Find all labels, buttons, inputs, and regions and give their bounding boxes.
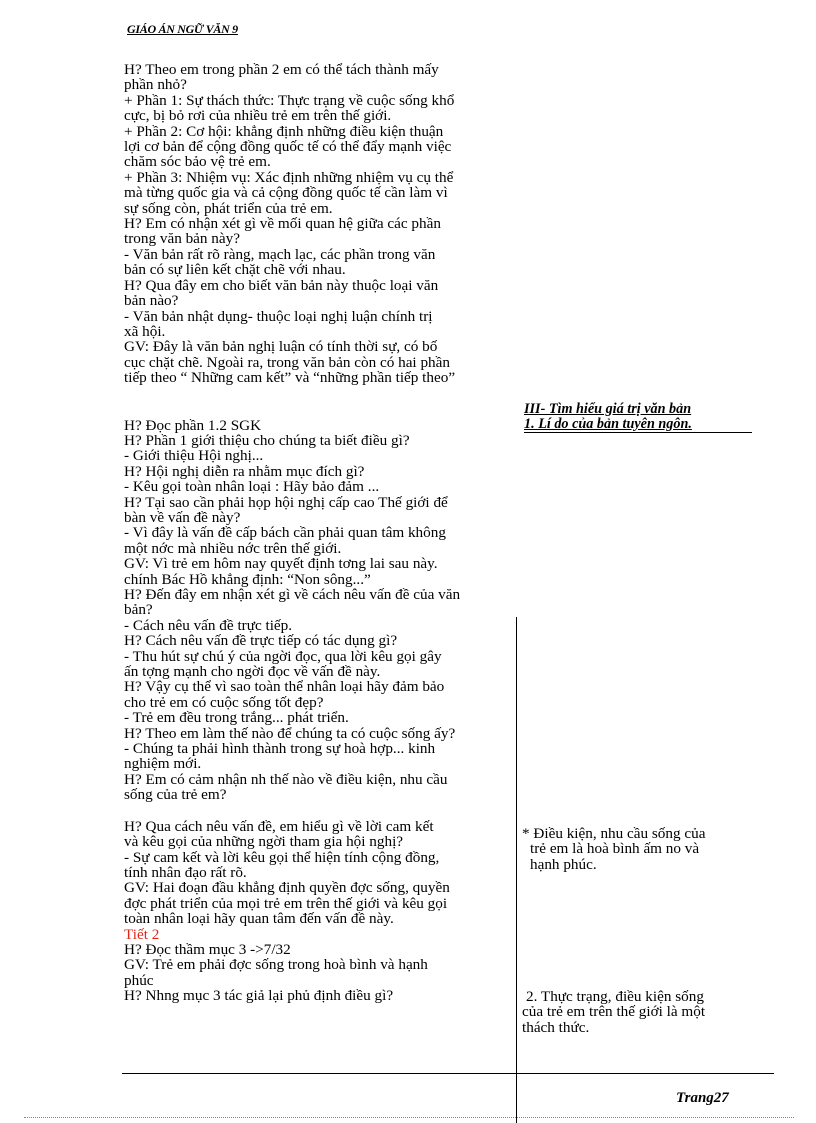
text-line: lợi cơ bản để cộng đồng quốc tế có thể đẩy mạnh việc xyxy=(124,138,452,156)
text-line: GV: Đây là văn bản nghị luận có tính thời sự, có bố xyxy=(124,338,438,356)
text-line: H? Tại sao cần phải họp hội nghị cấp cao Thế giới để xyxy=(124,493,448,511)
text-line: bản có sự liên kết chặt chẽ với nhau. xyxy=(124,261,346,279)
page-number: Trang27 xyxy=(676,1090,729,1106)
text-line: chính Bác Hồ khẳng định: “Non sông...” xyxy=(124,570,371,588)
text-line: nghiệm mới. xyxy=(124,755,202,773)
text-line: H? Em có nhận xét gì về mối quan hệ giữa các phần xyxy=(124,215,441,233)
text-line: - Chúng ta phải hình thành trong sự hoà hợp... kinh xyxy=(124,740,436,758)
text-line: H? Qua đây em cho biết văn bản này thuộc loại văn xyxy=(124,276,439,294)
note-line: trẻ em là hoà bình ấm no và xyxy=(530,840,700,858)
note-line: hạnh phúc. xyxy=(530,855,597,873)
text-line: trong văn bản này? xyxy=(124,230,240,248)
section-heading: III- Tìm hiểu giá trị văn bản xyxy=(524,401,692,417)
text-line: H? Cách nêu vấn đề trực tiếp có tác dụng gì? xyxy=(124,632,398,650)
text-line: - Thu hút sự chú ý của ngời đọc, qua lời kêu gọi gây xyxy=(124,647,442,665)
text-line: bản nào? xyxy=(124,292,179,310)
text-line: H? Phần 1 giới thiệu cho chúng ta biết điều gì? xyxy=(124,431,410,449)
text-line: H? Em có cảm nhận nh thế nào về điều kiện, nhu cầu xyxy=(124,770,448,788)
text-line: sự sống còn, phát triển của trẻ em. xyxy=(124,199,333,217)
note-line: * Điều kiện, nhu cầu sống của xyxy=(522,825,706,842)
note-line: thách thức. xyxy=(522,1018,590,1036)
footer-rule xyxy=(122,1073,774,1074)
document-header: GIÁO ÁN NGỮ VĂN 9 xyxy=(127,22,238,36)
text-line: H? Qua cách nêu vấn đề, em hiểu gì về lời cam kết xyxy=(124,817,434,835)
blank-line xyxy=(124,402,522,418)
text-line: GV: Hai đoạn đầu khẳng định quyền đợc sống, quyền xyxy=(124,879,450,897)
text-line: ấn tợng mạnh cho ngời đọc về vấn đề này. xyxy=(124,663,381,681)
column-divider xyxy=(516,617,517,1123)
text-line: H? Hội nghị diễn ra nhằm mục đích gì? xyxy=(124,462,365,480)
text-line: xã hội. xyxy=(124,322,166,340)
text-line: bản? xyxy=(124,601,153,619)
right-column-headings xyxy=(524,402,764,432)
text-line: tính nhân đạo rất rõ. xyxy=(124,863,247,881)
text-line: + Phần 2: Cơ hội: khẳng định những điều kiện thuận xyxy=(124,122,444,140)
text-line: H? Đọc thầm mục 3 ->7/32 xyxy=(124,940,291,958)
text-line: - Sự cam kết và lời kêu gọi thể hiện tính cộng đồng, xyxy=(124,848,440,866)
text-line: H? Theo em làm thế nào để chúng ta có cuộc sống ấy? xyxy=(124,724,456,742)
right-note-reality xyxy=(522,989,744,1035)
text-line: H? Đến đây em nhận xét gì về cách nêu vấn đề của văn xyxy=(124,586,461,603)
heading-underline-rule xyxy=(524,432,752,433)
text-line: - Văn bản rất rõ ràng, mạch lạc, các phần trong văn xyxy=(124,245,436,263)
page-edge-dotted-line xyxy=(24,1117,794,1118)
blank-line xyxy=(124,803,522,819)
note-line: của trẻ em trên thế giới là một xyxy=(522,1003,706,1021)
text-line: chăm sóc bảo vệ trẻ em. xyxy=(124,153,271,171)
text-line: - Kêu gọi toàn nhân loại : Hãy bảo đảm ... xyxy=(124,478,380,496)
text-line: đợc phát triển của mọi trẻ em trên thế giới và kêu gọi xyxy=(124,894,448,912)
text-line: tiếp theo “ Những cam kết” và “những phần tiếp theo” xyxy=(124,369,456,387)
text-line: - Giới thiệu Hội nghị... xyxy=(124,447,264,465)
text-line: - Cách nêu vấn đề trực tiếp. xyxy=(124,616,293,634)
text-line: và kêu gọi của những ngời tham gia hội nghị? xyxy=(124,833,404,851)
text-line: H? Theo em trong phần 2 em có thể tách thành mấy xyxy=(124,61,439,78)
text-line: - Văn bản nhật dụng- thuộc loại nghị luận chính trị xyxy=(124,307,433,325)
text-line: bàn về vấn đề này? xyxy=(124,508,241,526)
text-line: - Vì đây là vấn đề cấp bách cần phải quan tâm không xyxy=(124,524,446,542)
text-line: - Trẻ em đều trong trắng... phát triển. xyxy=(124,709,349,727)
right-note-conditions xyxy=(522,826,744,872)
subheading: 1. Lí do của bản tuyên ngôn. xyxy=(524,416,692,432)
text-line: + Phần 3: Nhiệm vụ: Xác định những nhiệm vụ cụ thể xyxy=(124,168,454,186)
note-line: 2. Thực trạng, điều kiện sống xyxy=(526,988,704,1005)
text-line: cực, bị bỏ rơi của nhiều trẻ em trên thế giới. xyxy=(124,107,392,125)
text-line: phúc xyxy=(124,971,154,989)
text-line: phần nhỏ? xyxy=(124,76,187,94)
text-line: toàn nhân loại hãy quan tâm đến vấn đề này. xyxy=(124,910,394,928)
lesson-period-label: Tiết 2 xyxy=(124,925,160,943)
text-line: GV: Vì trẻ em hôm nay quyết định tơng lai sau này. xyxy=(124,555,438,573)
text-line: cục chặt chẽ. Ngoài ra, trong văn bản còn có hai phần xyxy=(124,353,450,371)
text-line: + Phần 1: Sự thách thức: Thực trạng về cuộc sống khổ xyxy=(124,91,455,109)
text-line: GV: Trẻ em phải đợc sống trong hoà bình và hạnh xyxy=(124,956,428,974)
text-line: cho trẻ em có cuộc sống tốt đẹp? xyxy=(124,693,324,711)
blank-line xyxy=(124,386,522,402)
text-line: một nớc mà nhiều nớc trên thế giới. xyxy=(124,539,342,557)
text-line: sống của trẻ em? xyxy=(124,786,227,804)
text-line: H? Nhng mục 3 tác giả lại phủ định điều gì? xyxy=(124,987,394,1005)
text-line: mà từng quốc gia và cả cộng đồng quốc tế cần làm vì xyxy=(124,184,448,202)
left-column-lesson-content xyxy=(124,62,522,1004)
text-line: H? Vậy cụ thể vì sao toàn thể nhân loại hãy đảm bảo xyxy=(124,678,445,696)
text-line: H? Đọc phần 1.2 SGK xyxy=(124,416,262,434)
